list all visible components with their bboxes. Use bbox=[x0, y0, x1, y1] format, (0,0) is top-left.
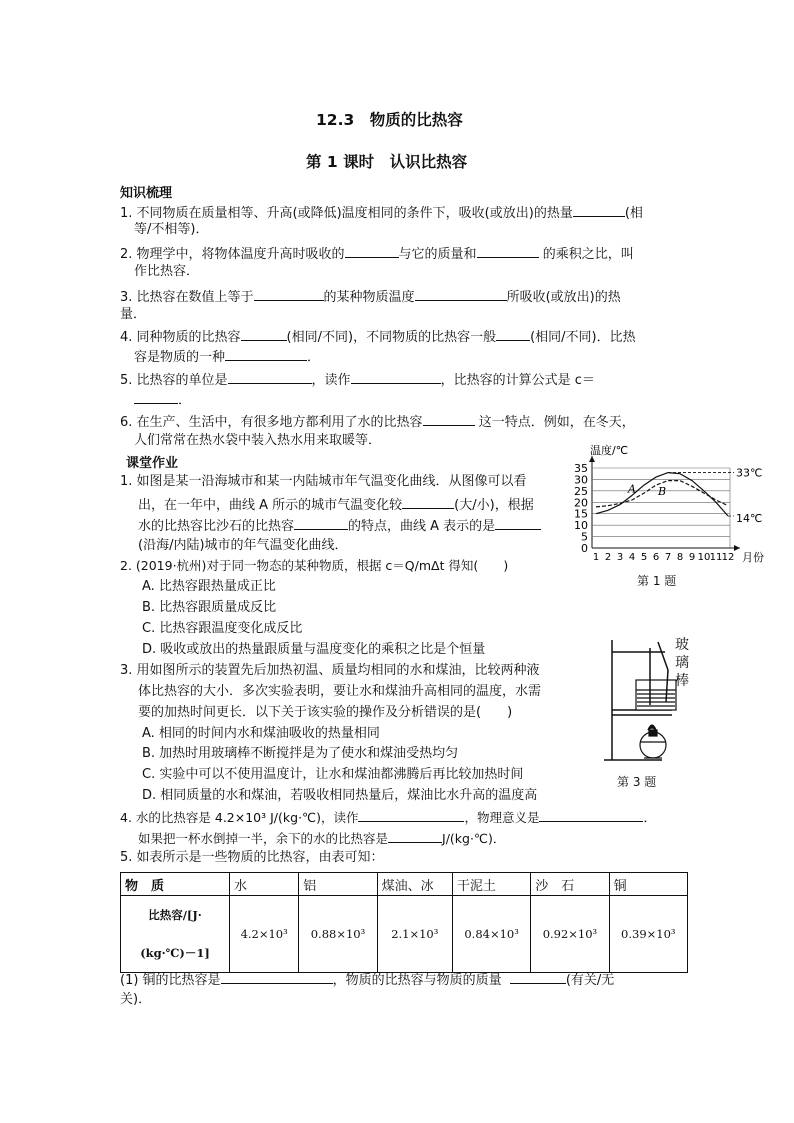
series-label-B: B bbox=[658, 485, 667, 499]
y-tick-label: 30 bbox=[574, 473, 588, 487]
x-tick-label: 10 bbox=[697, 552, 711, 563]
classwork-heading: 课堂作业 bbox=[126, 456, 179, 471]
specific-heat-table bbox=[120, 872, 688, 973]
classwork-q5-1-cont: 关)． bbox=[120, 992, 152, 1007]
knowledge-q3-cont: 量． bbox=[120, 307, 147, 322]
knowledge-q1-cont: 等/不相等)． bbox=[134, 222, 209, 237]
beaker bbox=[636, 680, 676, 710]
answer-blank[interactable] bbox=[388, 829, 442, 843]
classwork-q1: 1. 如图是某一沿海城市和某一内陆城市年气温变化曲线．从图像可以看 bbox=[120, 474, 527, 489]
classwork-q5: 5. 如表所示是一些物质的比热容，由表可知： bbox=[120, 850, 384, 865]
y-axis-label: 温度/℃ bbox=[590, 444, 629, 457]
knowledge-q6-cont: 人们常常在热水袋中装入热水用来取暖等． bbox=[134, 433, 382, 448]
x-tick-label: 12 bbox=[721, 552, 735, 563]
table-value: 0.39×10³ bbox=[609, 896, 687, 973]
table-value: 0.92×10³ bbox=[531, 896, 609, 973]
x-tick-label: 3 bbox=[616, 552, 624, 563]
y-tick-label: 5 bbox=[581, 530, 588, 544]
classwork-q1-line2: 出，在一年中，曲线 A 所示的城市气温变化较 (大/小)，根据 bbox=[138, 495, 534, 514]
knowledge-q5-cont: ． bbox=[134, 390, 191, 409]
answer-blank[interactable] bbox=[225, 347, 307, 361]
answer-blank[interactable] bbox=[134, 390, 178, 404]
q2-option-a[interactable]: A. 比热容跟热量成正比 bbox=[142, 579, 276, 594]
answer-blank[interactable] bbox=[241, 327, 287, 341]
table-substance: 沙 石 bbox=[531, 873, 609, 896]
y-tick-label: 15 bbox=[574, 507, 588, 521]
y-tick-label: 10 bbox=[574, 519, 588, 533]
classwork-q1-line3: 水的比热容比沙石的比热容 的特点，曲线 A 表示的是 bbox=[138, 516, 541, 535]
answer-blank[interactable] bbox=[573, 203, 625, 217]
classwork-q3-line3: 要的加热时间更长．以下关于该实验的操作及分析错误的是( ) bbox=[138, 705, 513, 720]
knowledge-q2: 2. 物理学中，将物体温度升高时吸收的 与它的质量和 的乘积之比，叫 bbox=[120, 244, 634, 263]
table-substance: 煤油、冰 bbox=[377, 873, 452, 896]
answer-blank[interactable] bbox=[345, 244, 399, 258]
q3-option-c[interactable]: C. 实验中可以不使用温度计，让水和煤油都沸腾后再比较加热时间 bbox=[142, 767, 524, 782]
annotation-max: 33℃ bbox=[736, 466, 763, 480]
classwork-q1-line4: (沿海/内陆)城市的年气温变化曲线． bbox=[138, 538, 348, 553]
table-value: 0.88×10³ bbox=[299, 896, 377, 973]
answer-blank[interactable] bbox=[510, 970, 566, 984]
table-value: 2.1×10³ bbox=[377, 896, 452, 973]
classwork-q5-1: (1) 铜的比热容是 ，物质的比热容与物质的质量 (有关/无 bbox=[120, 970, 614, 989]
x-tick-label: 6 bbox=[652, 552, 660, 563]
q3-option-b[interactable]: B. 加热时用玻璃棒不断搅拌是为了使水和煤油受热均匀 bbox=[142, 746, 459, 761]
x-axis-label: 月份 bbox=[742, 551, 764, 564]
knowledge-q3: 3. 比热容在数值上等于 的某种物质温度 所吸收(或放出)的热 bbox=[120, 287, 621, 306]
answer-blank[interactable] bbox=[415, 287, 507, 301]
classwork-q2: 2. (2019·杭州)对于同一物态的某种物质，根据 c＝Q/mΔt 得知( ) bbox=[120, 558, 509, 573]
x-tick-label: 2 bbox=[604, 552, 612, 563]
x-tick-label: 9 bbox=[688, 552, 696, 563]
x-tick-label: 7 bbox=[664, 552, 672, 563]
table-value: 0.84×10³ bbox=[452, 896, 530, 973]
chart-caption: 第 1 题 bbox=[637, 574, 677, 588]
knowledge-q5: 5. 比热容的单位是 ，读作 ，比热容的计算公式是 c＝ bbox=[120, 370, 595, 389]
knowledge-q4-cont: 容是物质的一种 ． bbox=[134, 347, 320, 366]
answer-blank[interactable] bbox=[496, 327, 530, 341]
x-tick-label: 11 bbox=[709, 552, 723, 563]
table-row-label: 比热容/[J· (kg·℃)－1] bbox=[121, 896, 230, 973]
answer-blank[interactable] bbox=[221, 970, 333, 984]
answer-blank[interactable] bbox=[228, 370, 312, 384]
alcohol-lamp bbox=[640, 725, 666, 758]
q3-option-d[interactable]: D. 相同质量的水和煤油，若吸收相同热量后，煤油比水升高的温度高 bbox=[142, 788, 538, 803]
answer-blank[interactable] bbox=[402, 495, 454, 509]
table-substance: 铜 bbox=[609, 873, 687, 896]
knowledge-heading: 知识梳理 bbox=[120, 186, 173, 201]
y-tick-label: 35 bbox=[574, 462, 588, 475]
x-tick-label: 4 bbox=[628, 552, 636, 563]
classwork-q3-line2: 体比热容的大小．多次实验表明，要让水和煤油升高相同的温度，水需 bbox=[138, 684, 542, 699]
answer-blank[interactable] bbox=[495, 516, 541, 530]
figure3-caption: 第 3 题 bbox=[617, 775, 657, 789]
q2-option-d[interactable]: D. 吸收或放出的热量跟质量与温度变化的乘积之比是个恒量 bbox=[142, 642, 486, 657]
answer-blank[interactable] bbox=[358, 808, 464, 822]
knowledge-q6: 6. 在生产、生活中，有很多地方都利用了水的比热容 这一特点．例如，在冬天， bbox=[120, 412, 635, 431]
knowledge-q2-cont: 作比热容． bbox=[134, 264, 200, 279]
series-label-A: A bbox=[628, 482, 636, 496]
table-header-label: 物 质 bbox=[121, 873, 230, 896]
answer-blank[interactable] bbox=[351, 370, 441, 384]
answer-blank[interactable] bbox=[477, 244, 539, 258]
table-substance: 铝 bbox=[299, 873, 377, 896]
y-tick-label: 0 bbox=[581, 542, 588, 555]
classwork-q4: 4. 水的比热容是 4.2×10³ J/(kg·℃)，读作 ，物理意义是 ． bbox=[120, 810, 656, 825]
answer-blank[interactable] bbox=[294, 516, 348, 530]
table-substance: 干泥土 bbox=[452, 873, 530, 896]
lesson-title: 第 1 课时 认识比热容 bbox=[306, 153, 468, 171]
q2-option-b[interactable]: B. 比热容跟质量成反比 bbox=[142, 600, 277, 615]
q3-option-a[interactable]: A. 相同的时间内水和煤油吸收的热量相同 bbox=[142, 726, 380, 741]
annotation-min: 14℃ bbox=[736, 512, 763, 525]
heating-apparatus-figure bbox=[600, 630, 710, 780]
q2-option-c[interactable]: C. 比热容跟温度变化成反比 bbox=[142, 621, 303, 636]
x-tick-label: 1 bbox=[592, 552, 600, 563]
x-axis-arrow bbox=[734, 545, 740, 551]
section-title: 12.3 物质的比热容 bbox=[316, 111, 463, 129]
x-tick-label: 5 bbox=[640, 552, 648, 563]
knowledge-q4: 4. 同种物质的比热容 (相同/不同)，不同物质的比热容一般 (相同/不同)．比热 bbox=[120, 327, 636, 346]
classwork-q3: 3. 用如图所示的装置先后加热初温、质量均相同的水和煤油，比较两种液 bbox=[120, 663, 540, 678]
glass-rod-label: 玻璃棒 bbox=[675, 637, 689, 689]
y-tick-label: 20 bbox=[574, 496, 588, 510]
knowledge-q1: 1. 不同物质在质量相等、升高(或降低)温度相同的条件下，吸收(或放出)的热量 (相 bbox=[120, 203, 643, 222]
y-tick-label: 25 bbox=[574, 484, 588, 498]
table-substance: 水 bbox=[230, 873, 299, 896]
classwork-q4-line2: 如果把一杯水倒掉一半，余下的水的比热容是 J/(kg·℃)． bbox=[138, 831, 506, 846]
answer-blank[interactable] bbox=[539, 808, 643, 822]
answer-blank[interactable] bbox=[423, 412, 475, 426]
answer-blank[interactable] bbox=[254, 287, 324, 301]
x-tick-label: 8 bbox=[676, 552, 684, 563]
table-value: 4.2×10³ bbox=[230, 896, 299, 973]
